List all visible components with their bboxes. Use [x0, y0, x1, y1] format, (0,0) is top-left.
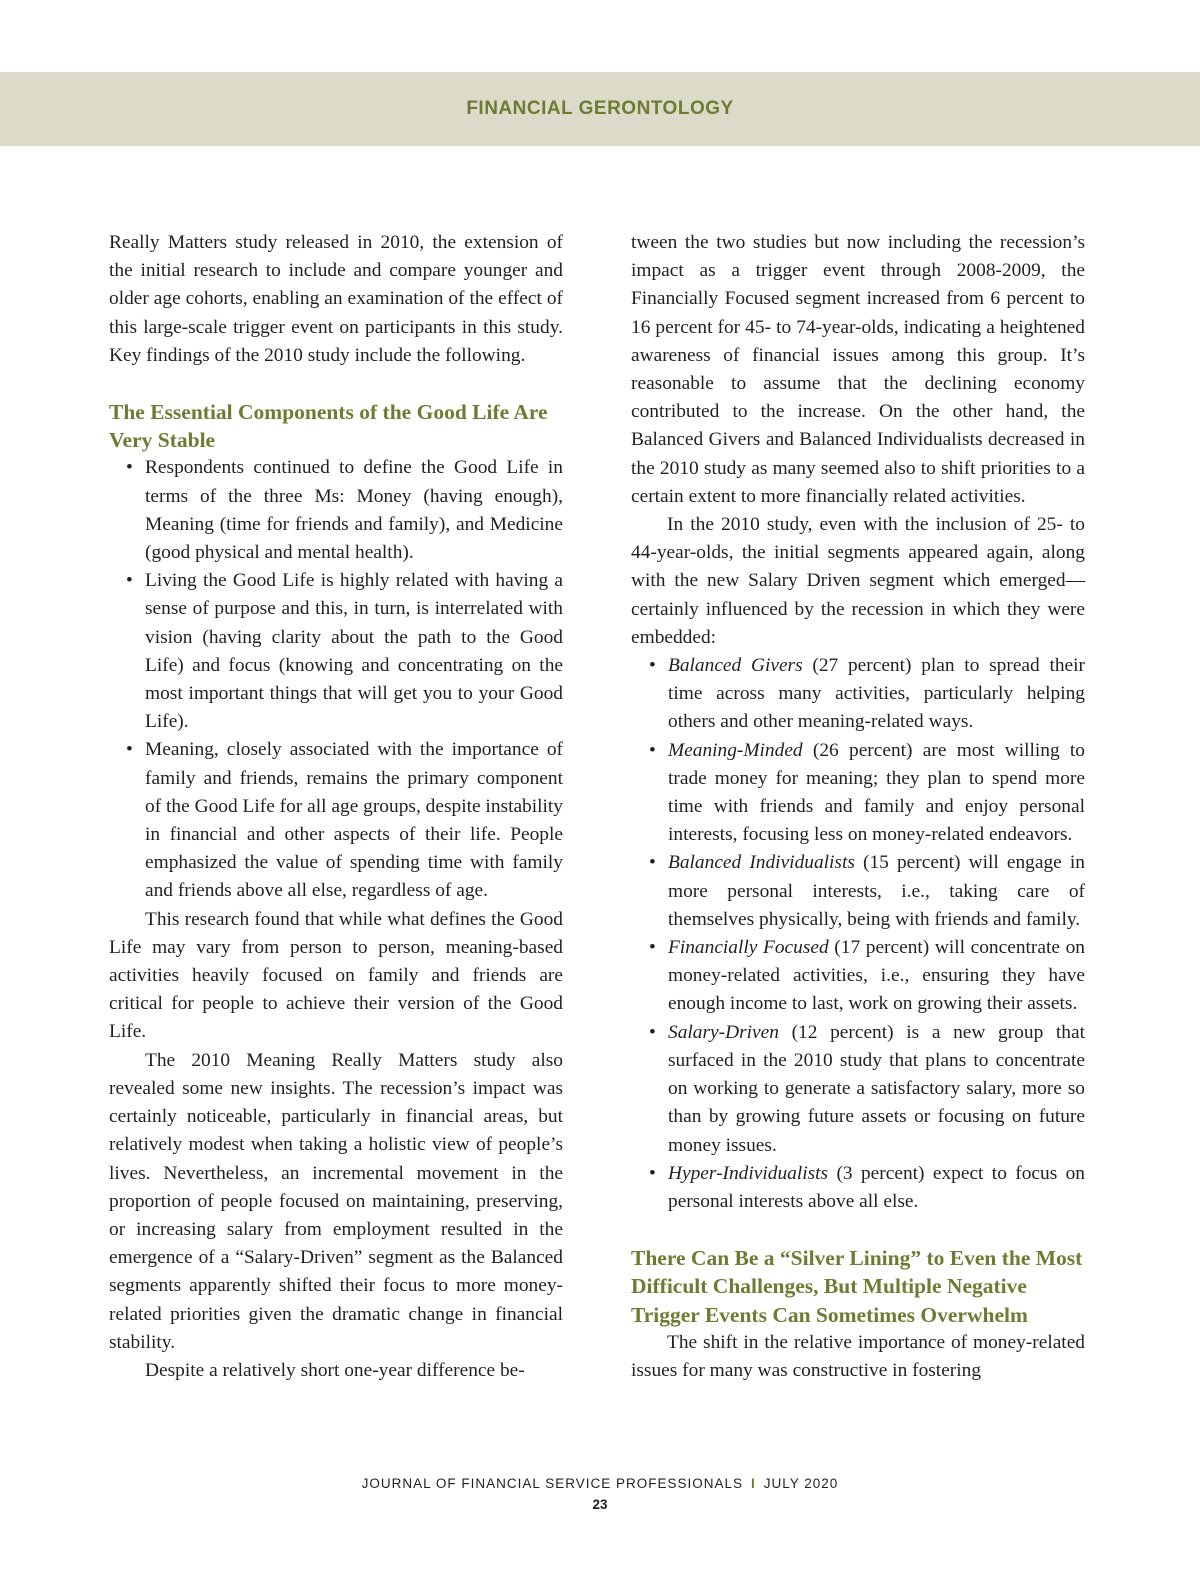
segment-name: Balanced Individualists	[668, 852, 855, 874]
list-item	[668, 934, 1085, 1019]
findings-list	[109, 454, 563, 905]
right-column	[631, 229, 1085, 1385]
heading-good-life-components: The Essential Components of the Good Life Are Very Stable	[109, 400, 548, 453]
list-item	[668, 737, 1085, 850]
list-item: • Living the Good Life is highly related with having a sense of purpose and this, in turn, is interrelated with vision (having clarity about the path to the Good Life) and focus (knowing and concentrating on the most important things that will get you to your Good Life).	[145, 567, 563, 736]
footer-separator: I	[751, 1476, 756, 1491]
section-banner	[0, 72, 1200, 146]
segment-description: (3 percent) expect to focus on personal interests above all else.	[668, 1162, 1085, 1212]
page-footer	[0, 1474, 1200, 1516]
segment-name: Meaning-Minded	[668, 739, 803, 761]
segments-list	[631, 652, 1085, 1216]
issue-date: JULY 2020	[763, 1476, 839, 1491]
list-item	[668, 652, 1085, 737]
segment-description: (12 percent) is a new group that surfaced in the 2010 study that plans to concentrate on working to generate a satisfactory salary, more so than by growing future assets or focusing on future money issues.	[668, 1021, 1085, 1156]
segment-description: (17 percent) will concentrate on money-related activities, i.e., ensuring they have enough income to last, work on growing their assets.	[668, 937, 1085, 1015]
intro-paragraph: Really Matters study released in 2010, the extension of the initial research to include and compare younger and older age cohorts, enabling an examination of the effect of this large-scale trigger event on participants in this study. Key findings of the 2010 study include the following.	[109, 232, 563, 366]
segment-name: Hyper-Individualists	[668, 1162, 829, 1184]
page-number: 23	[592, 1497, 608, 1512]
segment-description: (26 percent) are most willing to trade money for meaning; they plan to spend more time with friends and family and enjoy personal interests, focusing less on money-related endeavors.	[668, 739, 1085, 846]
list-item	[668, 1160, 1085, 1216]
segment-name: Balanced Givers	[668, 655, 803, 677]
list-item: • Meaning, closely associated with the importance of family and friends, remains the primary component of the Good Life for all age groups, despite instability in financial and other aspects of their life. People emphasized the value of spending time with family and friends above all else, regardless of age.	[145, 736, 563, 905]
body-paragraph: In the 2010 study, even with the inclusion of 25- to 44-year-olds, the initial segments appeared again, along with the new Salary Driven segment which emerged—certainly influenced by the recession in which they were embedded:	[631, 514, 1085, 648]
segment-description: (27 percent) plan to spread their time across many activities, particularly helping others and other meaning-related ways.	[668, 655, 1085, 733]
segment-name: Salary-Driven	[668, 1021, 779, 1043]
list-item	[668, 849, 1085, 934]
body-paragraph: The shift in the relative importance of money-related issues for many was constructive in fostering	[631, 1331, 1085, 1381]
section-title: FINANCIAL GERONTOLOGY	[466, 98, 734, 119]
journal-name: JOURNAL OF FINANCIAL SERVICE PROFESSIONALS	[361, 1476, 743, 1491]
heading-silver-lining: There Can Be a “Silver Lining” to Even the Most Difficult Challenges, But Multiple Negative Trigger Events Can Sometimes Overwhelm	[631, 1246, 1083, 1327]
segment-description: (15 percent) will engage in more personal interests, i.e., taking care of themselves physically, being with friends and family.	[668, 852, 1085, 930]
list-item	[668, 1019, 1085, 1160]
left-column	[109, 229, 563, 1385]
body-paragraph: The 2010 Meaning Really Matters study also revealed some new insights. The recession’s impact was certainly noticeable, particularly in financial areas, but relatively modest when taking a holistic view of people’s lives. Nevertheless, an incremental movement in the proportion of people focused on maintaining, preserving, or increasing salary from employment resulted in the emergence of a “Salary-Driven” segment as the Balanced segments apparently shifted their focus to more money-related priorities given the dramatic change in financial stability.	[109, 1049, 563, 1353]
footer-line	[0, 1474, 1200, 1494]
body-paragraph: This research found that while what defines the Good Life may vary from person to person, meaning-based activities heavily focused on family and friends are critical for people to achieve their version of the Good Life.	[109, 908, 563, 1043]
segment-name: Financially Focused	[668, 937, 829, 959]
list-item: • Respondents continued to define the Good Life in terms of the three Ms: Money (having enough), Meaning (time for friends and family), and Medicine (good physical and mental health).	[145, 454, 563, 567]
body-paragraph: Despite a relatively short one-year difference be-	[145, 1359, 525, 1381]
body-paragraph: tween the two studies but now including the recession’s impact as a trigger event through 2008-2009, the Financially Focused segment increased from 6 percent to 16 percent for 45- to 74-year-olds, indicating a heightened awareness of financial issues among this group. It’s reasonable to assume that the declining economy contributed to the increase. On the other hand, the Balanced Givers and Balanced Individualists decreased in the 2010 study as many seemed also to shift priorities to a certain extent to more financially related activities.	[631, 232, 1085, 507]
